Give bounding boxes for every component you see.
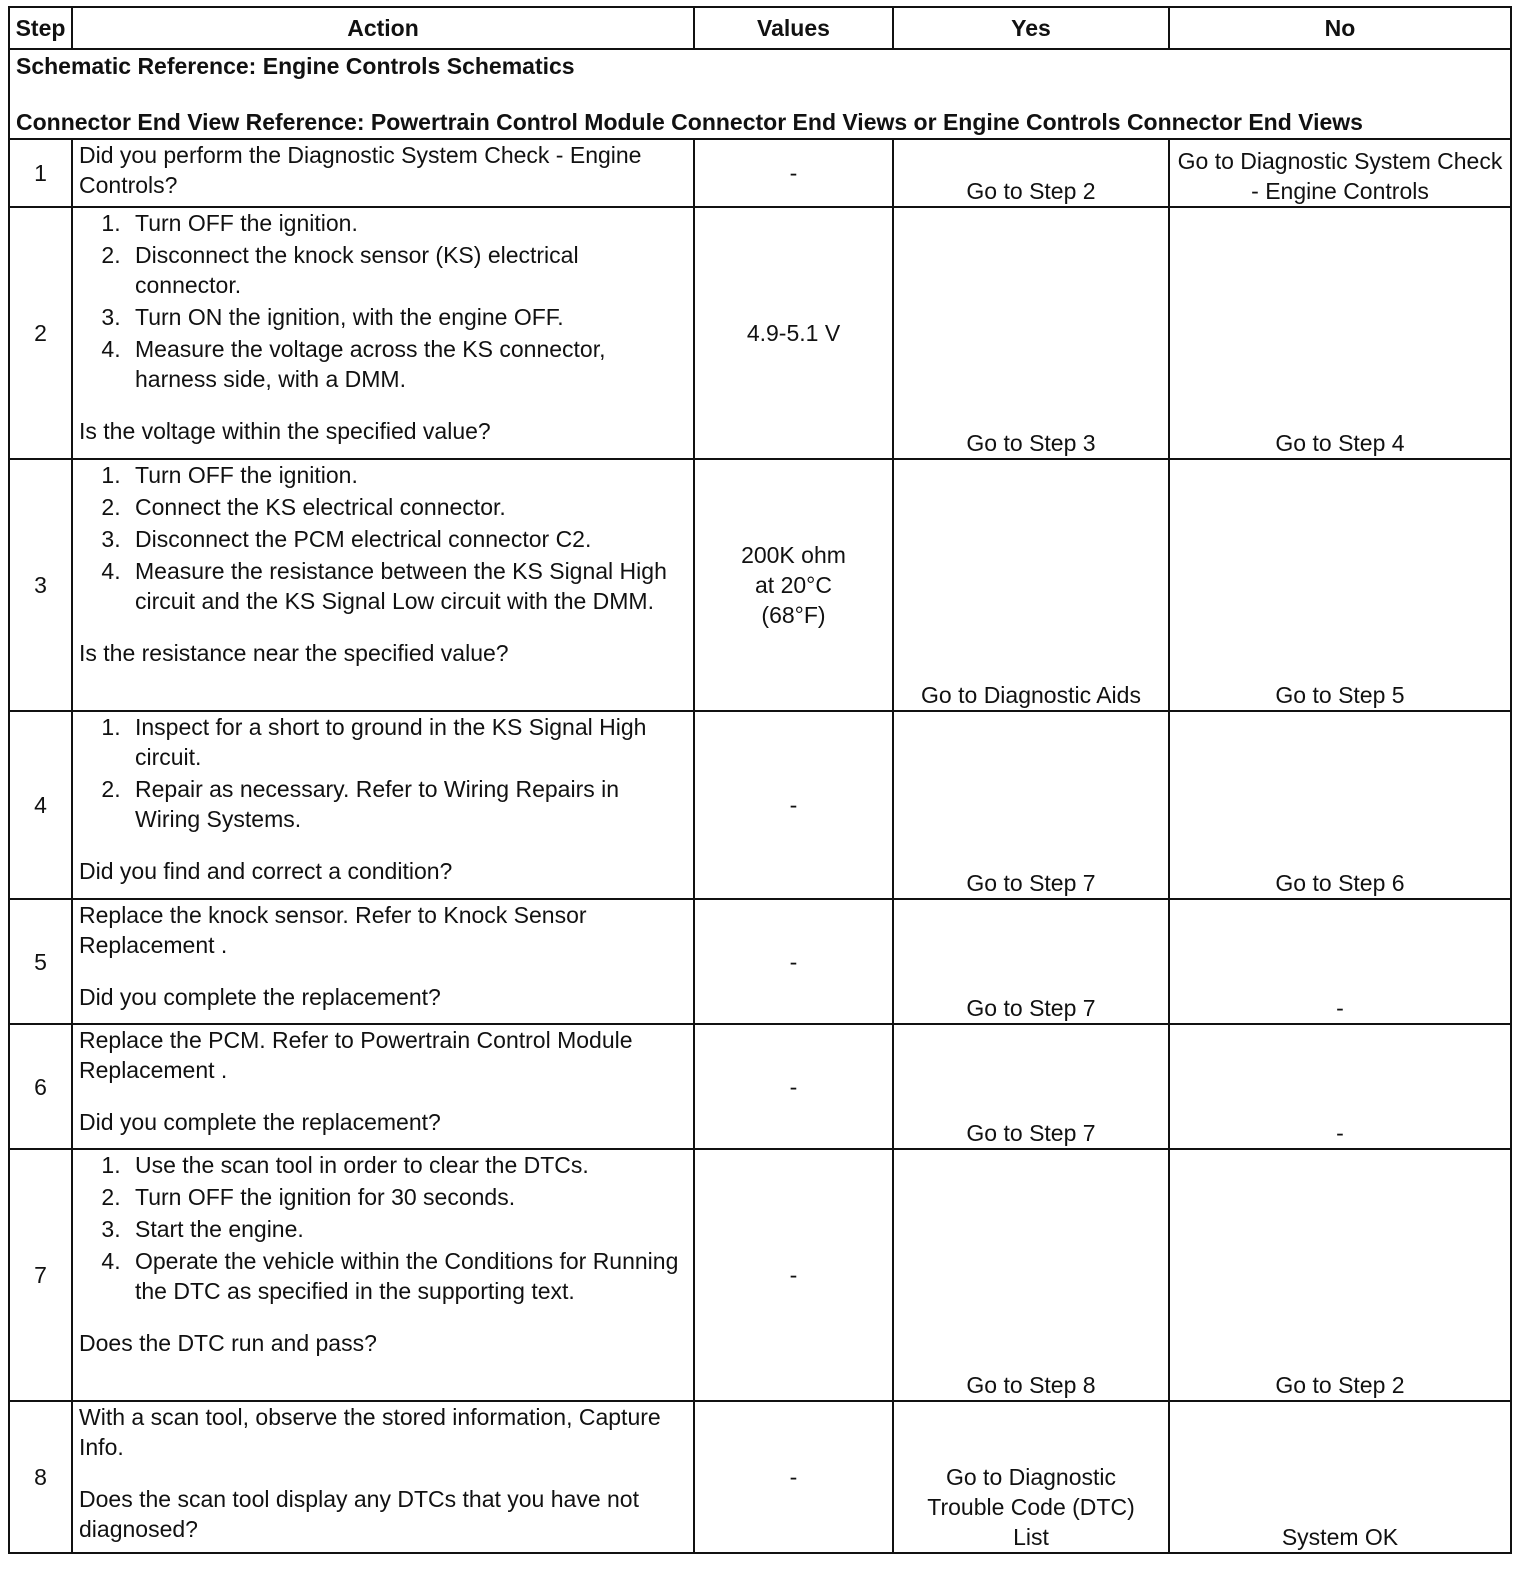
value-cell: 200K ohm at 20°C (68°F) [694,459,893,711]
no-cell: Go to Step 6 [1169,711,1511,899]
schematic-reference: Schematic Reference: Engine Controls Schematics [16,53,575,79]
action-cell [72,711,694,899]
action-question: Does the DTC run and pass? [79,1330,377,1356]
step-number: 1 [9,139,72,207]
connector-end-view-reference: Connector End View Reference: Powertrain Control Module Connector End Views or Engine Controls Connector End Views [16,109,1363,135]
value-cell: 4.9-5.1 V [694,207,893,459]
action-step-item: 4. Operate the vehicle within the Conditions for Running the DTC as specified in the supporting text. [127,1246,687,1306]
header-row [9,7,1511,49]
step-number: 2 [9,207,72,459]
action-step-item: 4. Measure the voltage across the KS connector, harness side, with a DMM. [127,334,687,394]
action-text: With a scan tool, observe the stored information, Capture Info. [79,1404,661,1460]
yes-cell: Go to Step 7 [893,711,1169,899]
action-steps [79,712,687,834]
header-values: Values [694,7,893,49]
action-steps [79,208,687,394]
table-row [9,899,1511,1024]
table-row [9,139,1511,207]
header-action: Action [72,7,694,49]
action-cell [72,459,694,711]
action-cell [72,139,694,207]
action-step-item: 2. Connect the KS electrical connector. [127,492,687,522]
step-number: 4 [9,711,72,899]
action-step-item: 4. Measure the resistance between the KS Signal High circuit and the KS Signal Low circuit with the DMM. [127,556,687,616]
action-steps [79,1150,687,1306]
value-cell: - [694,1024,893,1149]
yes-cell: Go to Step 8 [893,1149,1169,1401]
value-cell: - [694,711,893,899]
no-cell: Go to Step 2 [1169,1149,1511,1401]
action-text: Did you perform the Diagnostic System Check - Engine Controls? [79,142,642,198]
action-steps [79,460,687,616]
value-cell: - [694,1149,893,1401]
action-question: Did you complete the replacement? [79,984,441,1010]
no-cell: System OK [1169,1401,1511,1553]
table-row [9,1149,1511,1401]
step-number: 3 [9,459,72,711]
action-question: Did you find and correct a condition? [79,858,453,884]
yes-cell: Go to Step 2 [893,139,1169,207]
reference-row [9,49,1511,139]
table-row [9,1401,1511,1553]
no-cell: Go to Step 5 [1169,459,1511,711]
action-step-item: 3. Turn ON the ignition, with the engine OFF. [127,302,687,332]
action-question: Does the scan tool display any DTCs that you have not diagnosed? [79,1486,639,1542]
action-question: Is the voltage within the specified value? [79,418,491,444]
table-row [9,459,1511,711]
no-cell: Go to Diagnostic System Check - Engine Controls [1169,139,1511,207]
step-number: 7 [9,1149,72,1401]
header-no: No [1169,7,1511,49]
action-text: Replace the knock sensor. Refer to Knock Sensor Replacement . [79,902,587,958]
no-cell: Go to Step 4 [1169,207,1511,459]
value-cell: - [694,899,893,1024]
action-text: Replace the PCM. Refer to Powertrain Control Module Replacement . [79,1027,633,1083]
action-step-item: 2. Repair as necessary. Refer to Wiring Repairs in Wiring Systems. [127,774,687,834]
action-step-item: 1. Use the scan tool in order to clear the DTCs. [127,1150,687,1180]
action-step-item: 1. Turn OFF the ignition. [127,460,687,490]
action-cell [72,207,694,459]
reference-cell [9,49,1511,139]
action-question: Did you complete the replacement? [79,1109,441,1135]
table-row [9,1024,1511,1149]
table-row [9,711,1511,899]
no-cell: - [1169,1024,1511,1149]
yes-cell: Go to Step 7 [893,899,1169,1024]
step-number: 5 [9,899,72,1024]
action-cell [72,899,694,1024]
action-step-item: 1. Inspect for a short to ground in the KS Signal High circuit. [127,712,687,772]
table-row [9,207,1511,459]
action-step-item: 1. Turn OFF the ignition. [127,208,687,238]
yes-cell: Go to Diagnostic Trouble Code (DTC) List [893,1401,1169,1553]
yes-cell: Go to Step 7 [893,1024,1169,1149]
value-cell: - [694,1401,893,1553]
header-step: Step [9,7,72,49]
step-number: 6 [9,1024,72,1149]
action-step-item: 2. Turn OFF the ignition for 30 seconds. [127,1182,687,1212]
diagnostic-table [8,6,1512,1554]
action-step-item: 2. Disconnect the knock sensor (KS) electrical connector. [127,240,687,300]
action-cell [72,1024,694,1149]
value-cell: - [694,139,893,207]
action-cell [72,1149,694,1401]
yes-cell: Go to Diagnostic Aids [893,459,1169,711]
action-step-item: 3. Disconnect the PCM electrical connector C2. [127,524,687,554]
action-step-item: 3. Start the engine. [127,1214,687,1244]
header-yes: Yes [893,7,1169,49]
action-question: Is the resistance near the specified value? [79,640,509,666]
no-cell: - [1169,899,1511,1024]
action-cell [72,1401,694,1553]
step-number: 8 [9,1401,72,1553]
yes-cell: Go to Step 3 [893,207,1169,459]
